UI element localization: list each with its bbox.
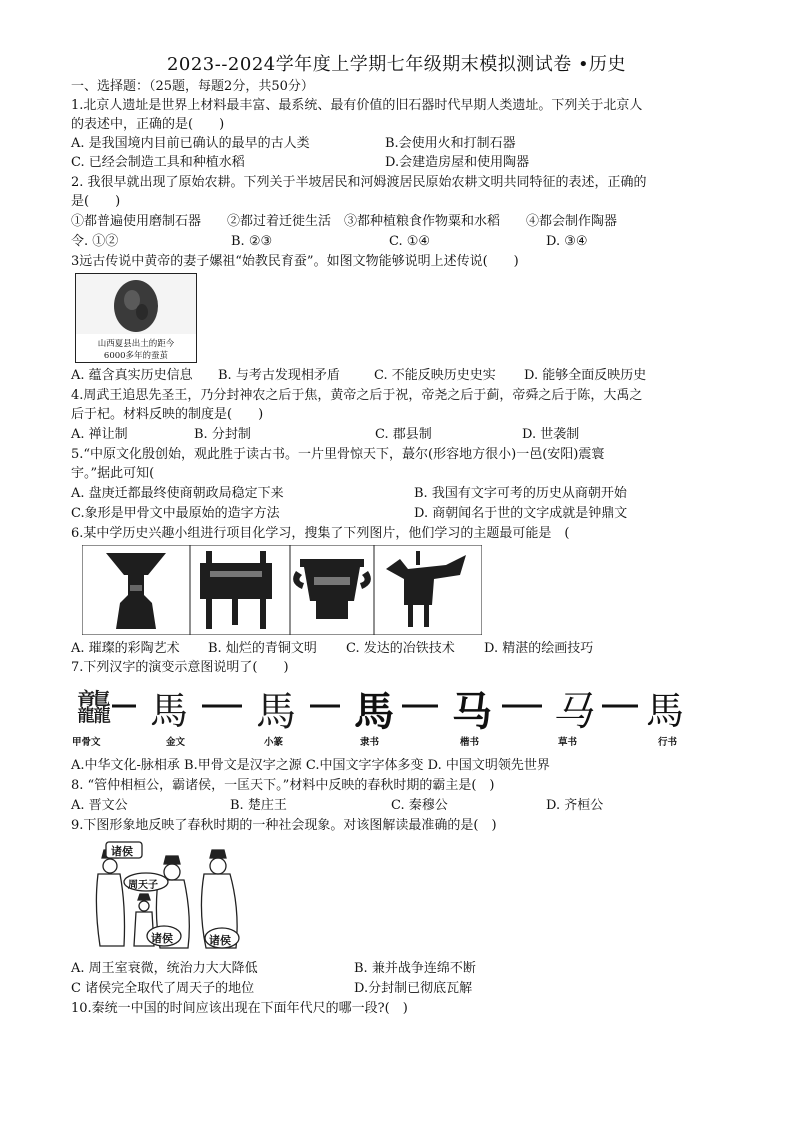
q1-option-b: B.会使用火和打制石器 (385, 136, 516, 151)
bronze-images-strip (82, 545, 482, 635)
q8-option-d: D. 齐桓公 (546, 798, 604, 813)
q1-stem-line1: 1.北京人遗址是世界上材料最丰富、最系统、最有价值的旧石器时代早期人类遗址。下列关于北京人 (71, 98, 643, 113)
q4-option-a: A. 禅让制 (71, 427, 128, 442)
section-heading: 一、选择题：（25题，每题2分，共50分） (71, 79, 314, 94)
char-xingshu: 馬 (646, 689, 685, 733)
q4-stem-line2: 后于杞。材料反映的制度是( ) (71, 407, 264, 422)
char-caoshu: 马 (552, 689, 592, 735)
label-caoshu: 草书 (558, 737, 578, 748)
q5-stem-line2: 宇。”据此可知( (71, 466, 155, 481)
q6-stem: 6.某中学历史兴趣小组进行项目化学习，搜集了下列图片，他们学习的主题最可能是 ( (71, 526, 570, 541)
q2-option-a: 令. ①② (71, 234, 119, 249)
label-jinwen: 金文 (166, 737, 186, 748)
q4-option-b: B. 分封制 (194, 427, 251, 442)
q3-stem: 3远古传说中黄帝的妻子嫘祖“始教民育蚕”。如图文物能够说明上述传说( ) (71, 254, 519, 269)
page-title: 2023--2024学年度上学期七年级期末模拟测试卷 •历史 (166, 54, 627, 75)
q6-option-a: A. 璀璨的彩陶艺术 (71, 641, 180, 656)
q2-option-c: C. ①④ (389, 234, 431, 249)
char-lishu: 馬 (354, 688, 394, 735)
q5-option-a: A. 盘庚迁都最终使商朝政局稳定下来 (71, 486, 284, 501)
q9-option-b: B. 兼并战争连绵不断 (354, 961, 476, 976)
char-xiaozhuan: 馬 (256, 689, 296, 735)
cocoon-photo (76, 274, 196, 334)
q2-option-b: B. ②③ (231, 234, 273, 249)
q2-statements: ①都普遍使用磨制石器 ②都过着迁徙生活 ③都种植粮食作物粟和水稻 ④都会制作陶器 (71, 214, 618, 229)
bronze-vessels-figure (82, 545, 482, 635)
q2-option-d: D. ③④ (546, 234, 588, 249)
q5-stem-line1: 5.“中原文化殷创始，观此胜于读古书。一片里骨惊天下，蕞尔(形容地方很小)一邑(安阳)震寰 (71, 447, 605, 462)
q6-option-d: D. 精湛的绘画技巧 (484, 641, 594, 656)
q7-options: A.中华文化-脉相承 B.甲骨文是汉字之源 C.中国文字字体多变 D. 中国文明领先世界 (71, 758, 550, 773)
image-caption-line1: 山西夏县出土的距今 (97, 339, 175, 349)
q8-option-c: C. 秦穆公 (391, 798, 448, 813)
cartoon-figure (80, 836, 248, 954)
q8-option-b: B. 楚庄王 (230, 798, 287, 813)
q8-stem: 8. “管仲相桓公，霸诸侯，一匡天下。”材料中反映的春秋时期的霸主是( ) (71, 778, 495, 793)
q10-stem: 10.秦统一中国的时间应该出现在下面年代尺的哪一段?( ) (71, 1001, 408, 1016)
q2-stem-line2: 是( ) (71, 194, 121, 209)
q4-stem-line1: 4.周武王追思先圣王，乃分封神农之后于焦，黄帝之后于祝，帝尧之后于蓟，帝舜之后于陈，大禹之 (71, 388, 643, 403)
q3-option-b: B. 与考古发现相矛盾 (218, 368, 340, 383)
label-jiaguwen: 甲骨文 (72, 737, 101, 748)
char-jinwen: 馬 (150, 689, 189, 733)
q9-option-d: D.分封制已彻底瓦解 (354, 981, 473, 996)
q6-option-c: C. 发达的冶铁技术 (346, 641, 455, 656)
silkworm-cocoon-image (75, 273, 197, 363)
q9-option-c: C 诸侯完全取代了周天子的地位 (71, 981, 255, 996)
q4-option-c: C. 郡县制 (375, 427, 432, 442)
label-kaishu: 楷书 (460, 737, 480, 748)
q3-option-d: D. 能够全面反映历史 (524, 368, 647, 383)
q7-stem: 7.下列汉字的演变示意图说明了( ) (71, 660, 289, 675)
q5-option-b: B. 我国有文字可考的历史从商朝开始 (414, 486, 627, 501)
q9-stem: 9.下图形象地反映了春秋时期的一种社会现象。对该图解读最准确的是( ) (71, 818, 497, 833)
label-zhuhou-left: 诸侯 (151, 932, 173, 945)
q3-option-c: C. 不能反映历史史实 (374, 368, 496, 383)
character-evolution-figure (72, 676, 692, 752)
q1-option-d: D.会建造房屋和使用陶器 (385, 155, 530, 170)
label-zhoutianzi: 周天子 (128, 880, 158, 891)
label-zhuhou-right: 诸侯 (209, 934, 231, 947)
q9-option-a: A. 周王室衰微，统治力大大降低 (71, 961, 258, 976)
label-xiaozhuan: 小篆 (264, 737, 284, 748)
q5-option-d: D. 商朝闻名于世的文字成就是钟鼎文 (414, 506, 628, 521)
q2-stem-line1: 2. 我很早就出现了原始农耕。下列关于半坡居民和河姆渡居民原始农耕文明共同特征的表述，正确的 (71, 175, 647, 190)
q8-option-a: A. 晋文公 (71, 798, 128, 813)
q5-option-c: C.象形是甲骨文中最原始的造字方法 (71, 506, 280, 521)
label-zhuhou-top: 诸侯 (111, 845, 133, 858)
q3-option-a: A. 蕴含真实历史信息 (71, 368, 193, 383)
q4-option-d: D. 世袭制 (522, 427, 580, 442)
label-lishu: 隶书 (360, 737, 380, 748)
q1-option-a: A. 是我国境内目前已确认的最早的古人类 (71, 136, 310, 151)
char-kaishu: 马 (452, 688, 492, 735)
q1-option-c: C. 已经会制造工具和种植水稻 (71, 155, 245, 170)
char-jiaguwen: 龘 (76, 688, 113, 729)
q6-option-b: B. 灿烂的青铜文明 (208, 641, 317, 656)
image-caption-line2: 6000多年的蚕茧 (103, 351, 169, 361)
label-xingshu: 行书 (658, 737, 678, 748)
q1-stem-line2: 的表述中，正确的是( ) (71, 117, 225, 132)
